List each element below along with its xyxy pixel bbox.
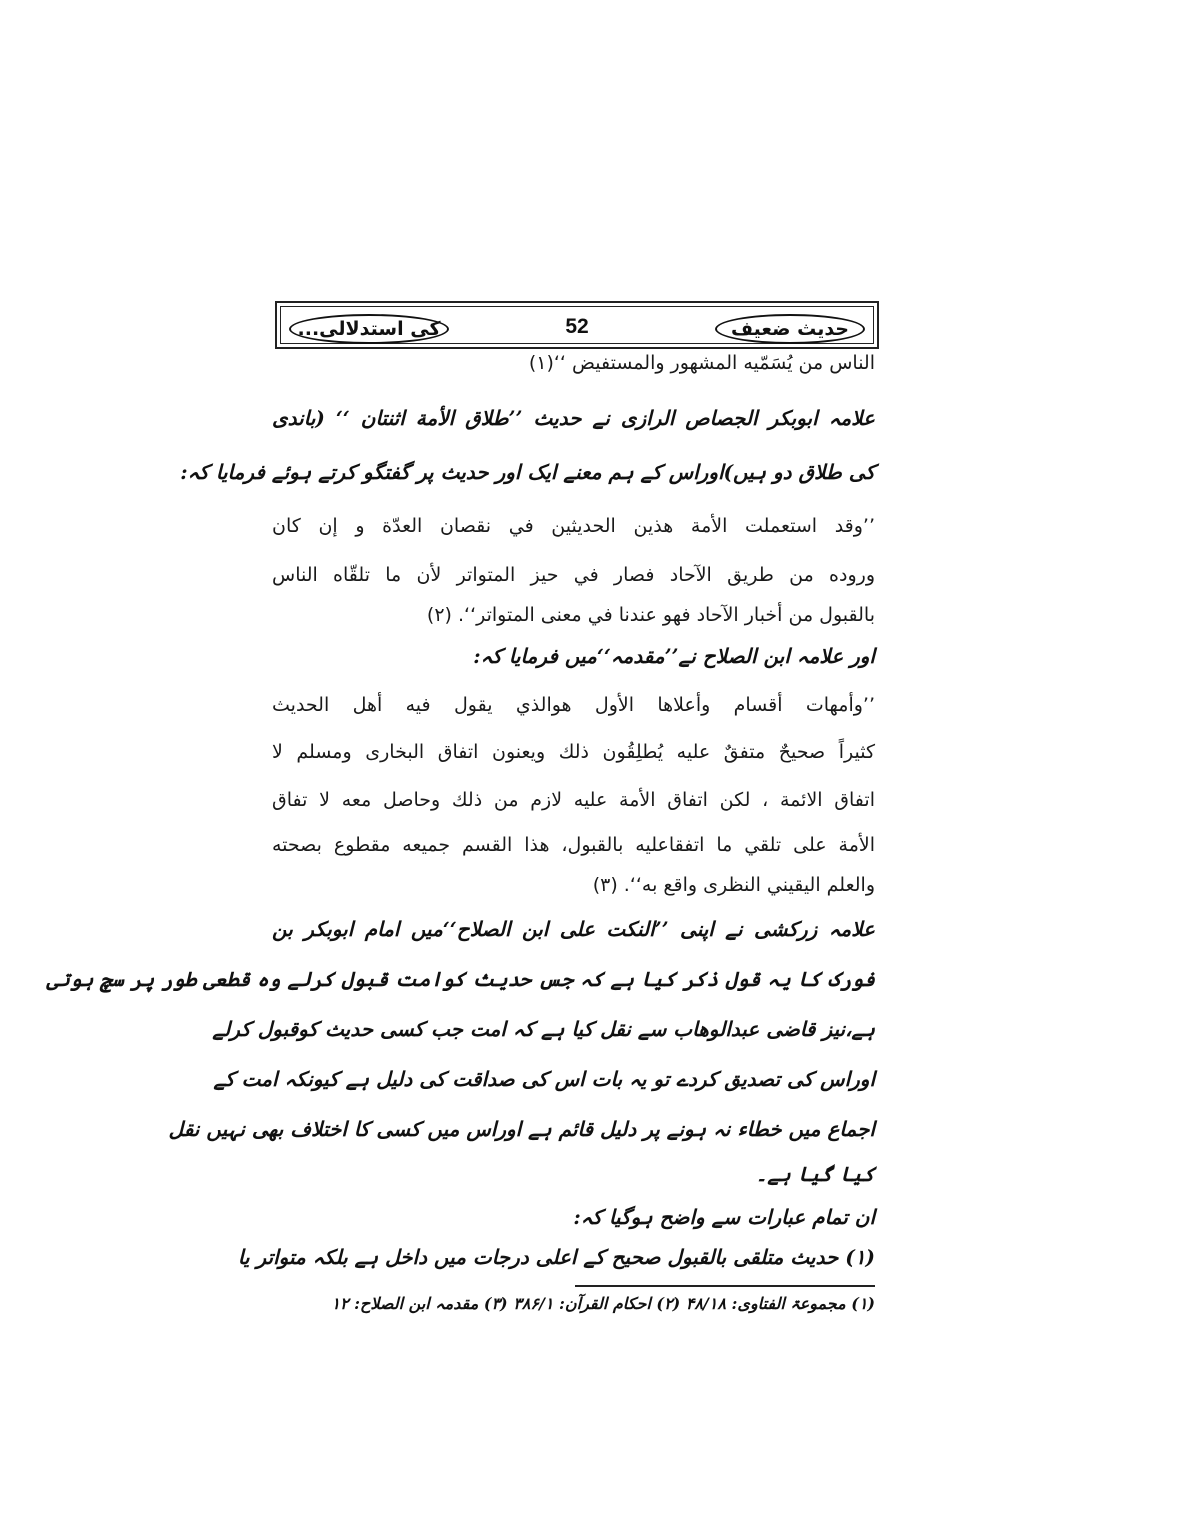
header-inner-frame (280, 306, 874, 344)
footnotes: (۱) مجموعۃ الفتاوی: ۴۸/۱۸ (۲) احکام القرآن: ۳۸۶/۱ (۳) مقدمہ ابن الصلاح: ۱۲ (331, 1294, 875, 1313)
text-line: ’’وأمهات أقسام وأعلاها الأول هوالذي يقول فيه أهل الحديث (272, 694, 875, 716)
footnote-separator (575, 1285, 875, 1287)
text-line: کیا گیا ہے۔ (755, 1162, 875, 1186)
text-line: اجماع میں خطاء نہ ہونے پر دلیل قائم ہے اوراس میں کسی کا اختلاف بھی نہیں نقل (168, 1117, 875, 1141)
text-line: الناس من يُسَمّيه المشهور والمستفيض ‘‘(۱) (528, 352, 875, 374)
text-line: وروده من طريق الآحاد فصار في حيز المتواتر لأن ما تلقّاه الناس (272, 564, 875, 586)
text-line: اور علامہ ابن الصلاح نے’’مقدمہ‘‘میں فرمایا کہ: (473, 644, 875, 668)
page-number: 52 (565, 315, 589, 338)
text-line: ہے،نیز قاضی عبدالوھاب سے نقل کیا ہے کہ امت جب کسی حدیث کوقبول کرلے (212, 1017, 875, 1041)
text-line: کی طلاق دو ہیں)اوراس کے ہم معنے ایک اور حدیث پر گفتگو کرتے ہوئے فرمایا کہ: (180, 460, 875, 484)
running-header (275, 301, 879, 349)
text-line: (۱) حدیث متلقی بالقبول صحیح کے اعلی درجات میں داخل ہے بلکہ متواتر یا (237, 1245, 875, 1269)
text-line: بالقبول من أخبار الآحاد فهو عندنا في معنى المتواتر‘‘. (۲) (426, 604, 875, 626)
text-line: كثيراً صحيحٌ متفقٌ عليه يُطلِقُون ذلك ويعنون اتفاق البخارى ومسلم لا (272, 741, 875, 763)
text-line: علامہ ابوبکر الجصاص الرازی نے حدیث ’’طلاق الأمة اثنتان ‘‘ (باندی (272, 406, 875, 430)
text-line: ’’وقد استعملت الأمة هذين الحديثين في نقصان العدّة و إن كان (272, 515, 875, 537)
text-line: الأمة على تلقي ما اتفقاعليه بالقبول، هذا القسم جميعه مقطوع بصحته (272, 834, 875, 856)
header-title-left: کی استدلالی... (289, 314, 449, 344)
text-line: ان تمام عبارات سے واضح ہوگیا کہ: (573, 1205, 875, 1229)
header-title-right: حدیث ضعیف (715, 314, 865, 344)
text-line: علامہ زرکشی نے اپنی ’’النكت على ابن الصلاح‘‘میں امام ابوبکر بن (272, 917, 875, 941)
text-line: اوراس کی تصدیق کردے تو یہ بات اس کی صداقت کی دلیل ہے کیونکہ امت کے (213, 1067, 875, 1091)
text-line: فورک کا یہ قول ذکر کیا ہے کہ جس حدیث کوامت قبول کرلے وہ قطعی طور پر سچ ہوتی (46, 967, 875, 991)
text-line: والعلم اليقيني النظرى واقع به‘‘. (۳) (592, 874, 875, 896)
text-line: اتفاق الائمة ، لكن اتفاق الأمة عليه لازم من ذلك وحاصل معه لا تفاق (272, 789, 875, 811)
